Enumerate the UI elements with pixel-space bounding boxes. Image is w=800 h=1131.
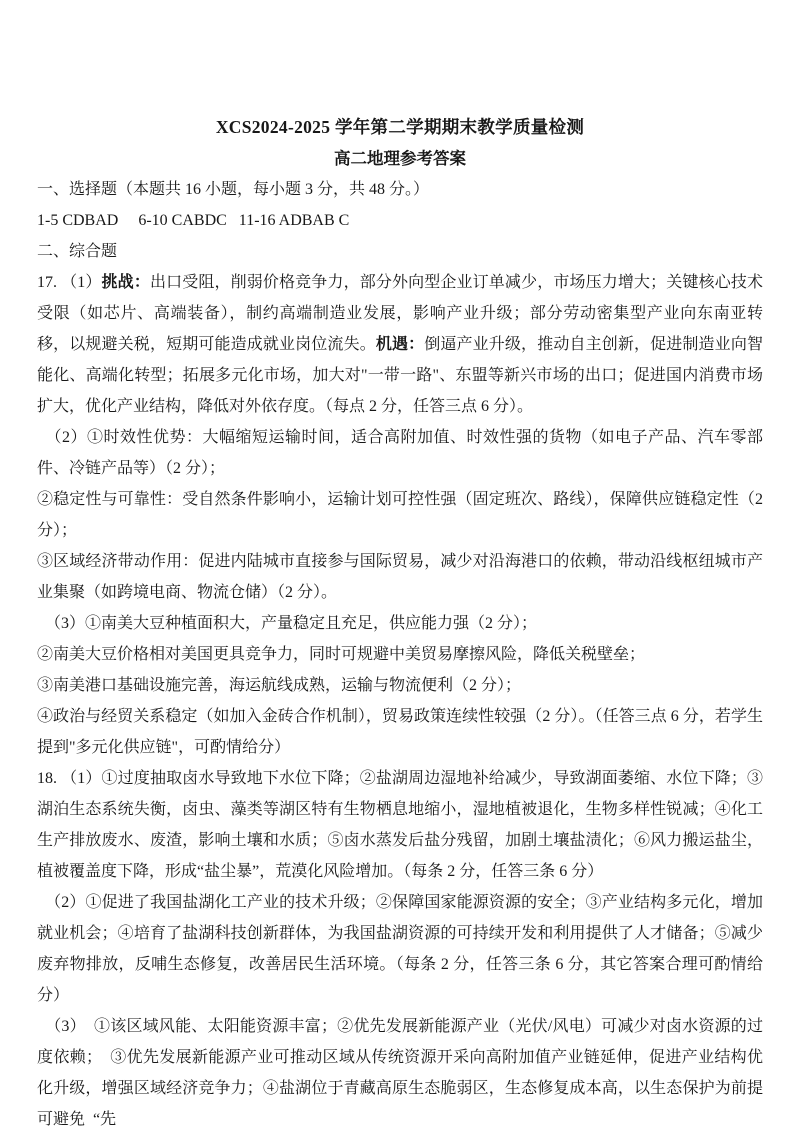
text-run: 倒逼产业升级，推动自主创新，促进制造业向智能化、高端化转型；拓展多元化市场，加大对"一带一路"、东盟等新兴市场的出口；促进国内消费市场扩大，优化产业结构，降低对外依存度。（每点 2 分，任答三点 6 分）。 — [37, 336, 763, 415]
text-run: （3） ①该区域风能、太阳能资源丰富；②优先发展新能源产业（光伏/风电）可减少对卤水资源的过度依赖； ③优先发展新能源产业可推动区域从传统资源开采向高附加值产业链延伸，促进产业结构优化升级，增强区域经济竞争力；④盐湖位于青藏高原生态脆弱区，生态修复成本高，以生态保护为前提可避免 “先 — [37, 1018, 763, 1128]
text-run: ②稳定性与可靠性：受自然条件影响小，运输计划可控性强（固定班次、路线），保障供应链稳定性（2 分）； — [37, 491, 763, 539]
q17-part3-point1 — [37, 608, 763, 639]
text-run: ③南美港口基础设施完善，海运航线成熟，运输与物流便利（2 分）； — [37, 677, 522, 694]
q17-part2-point1 — [37, 422, 763, 484]
text-run: 二、综合题 — [37, 243, 118, 260]
text-run: 1-5 CDBAD 6-10 CABDC 11-16 ADBAB C — [37, 212, 350, 229]
mcq-answer-line — [37, 205, 763, 236]
text-run: （2）①时效性优势：大幅缩短运输时间，适合高附加值、时效性强的货物（如电子产品、汽车零部件、冷链产品等）（2 分）； — [37, 429, 763, 477]
text-run: 出口受阻，削弱价格竞争力，部分外向型企业订单减少，市场压力增大；关键核心技术受限（如芯片、高端装备），制约高端制造业发展，影响产业升级；部分劳动密集型产业向东南亚转移，以规避关税，短期可能造成就业岗位流失。 — [37, 274, 763, 353]
text-run: ②南美大豆价格相对美国更具竞争力，同时可规避中美贸易摩擦风险，降低关税壁垒； — [37, 646, 646, 663]
q17-part3-point2 — [37, 639, 763, 670]
q18-part1-answer — [37, 763, 763, 887]
text-run: （3）①南美大豆种植面积大，产量稳定且充足，供应能力强（2 分）； — [37, 615, 538, 632]
q17-part3-point3 — [37, 670, 763, 701]
q17-part2-point3 — [37, 546, 763, 608]
section-2-heading — [37, 236, 763, 267]
q17-part3-point4 — [37, 701, 763, 763]
text-run: 17. （1） — [37, 274, 102, 291]
document-subtitle: 高二地理参考答案 — [334, 149, 466, 168]
q17-part2-point2 — [37, 484, 763, 546]
q18-part3-answer — [37, 1011, 763, 1131]
document-body — [37, 174, 763, 1131]
text-run: （2）①促进了我国盐湖化工产业的技术升级；②保障国家能源资源的安全；③产业结构多元化，增加就业机会；④培育了盐湖科技创新群体，为我国盐湖资源的可持续开发和利用提供了人才储备；⑤减少废弃物排放，反哺生态修复，改善居民生活环境。（每条 2 分，任答三条 6 分，其它答案合理可酌情给分） — [37, 894, 763, 1004]
text-run: 18. （1）①过度抽取卤水导致地下水位下降；②盐湖周边湿地补给减少，导致湖面萎缩、水位下降；③湖泊生态系统失衡，卤虫、藻类等湖区特有生物栖息地缩小，湿地植被退化，生物多样性锐减；④化工生产排放废水、废渣，影响土壤和水质；⑤卤水蒸发后盐分残留，加剧土壤盐渍化；⑥风力搬运盐尘，植被覆盖度下降，形成“盐尘暴”，荒漠化风险增加。（每条 2 分，任答三条 6 分） — [37, 770, 763, 880]
text-run: ④政治与经贸关系稳定（如加入金砖合作机制），贸易政策连续性较强（2 分）。（任答三点 6 分，若学生提到"多元化供应链"，可酌情给分） — [37, 708, 763, 756]
bold-text-run: 机遇： — [375, 336, 425, 353]
q18-part2-answer — [37, 887, 763, 1011]
section-1-heading — [37, 174, 763, 205]
document-title: XCS2024-2025 学年第二学期期末教学质量检测 — [215, 117, 585, 137]
bold-text-run: 挑战： — [101, 274, 150, 291]
q17-part1-answer — [37, 267, 763, 422]
text-run: ③区域经济带动作用：促进内陆城市直接参与国际贸易，减少对沿海港口的依赖，带动沿线枢纽城市产业集聚（如跨境电商、物流仓储）（2 分）。 — [37, 553, 763, 601]
text-run: 一、选择题（本题共 16 小题，每小题 3 分，共 48 分。） — [37, 181, 430, 198]
